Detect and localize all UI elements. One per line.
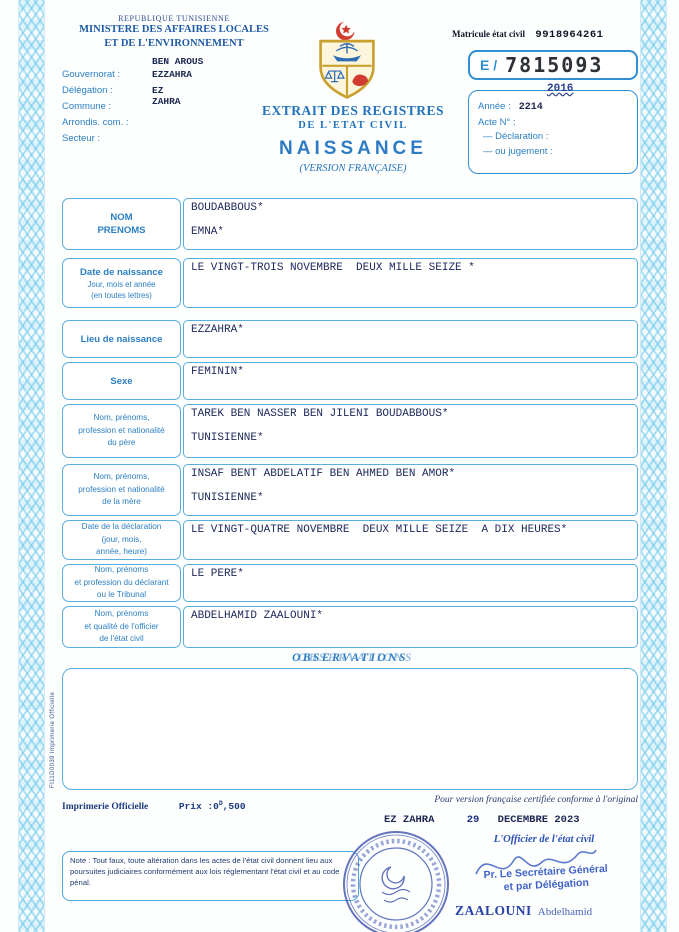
delegation-value: EZ ZAHRA bbox=[152, 85, 181, 107]
printer-name: Imprimerie Officielle bbox=[62, 802, 149, 813]
officier-value bbox=[183, 606, 638, 648]
republic-title: REPUBLIQUE TUNISIENNE bbox=[118, 14, 230, 23]
signer-surname: ZAALOUNI bbox=[455, 903, 532, 918]
value-line: LE PERE* bbox=[191, 568, 244, 580]
secretary-stamp-line1: Pr. Le Secrétaire Général bbox=[483, 862, 609, 882]
annee-label: Année : bbox=[478, 101, 511, 112]
date-day: 29 bbox=[466, 814, 480, 826]
secteur-label: Secteur : bbox=[62, 133, 101, 144]
nom-prenoms-label bbox=[62, 198, 181, 250]
value-line: FEMININ* bbox=[191, 366, 244, 378]
matricule-value: 9918964261 bbox=[535, 29, 604, 41]
lieu-naissance-value bbox=[183, 320, 638, 358]
value-line: LE VINGT-QUATRE NOVEMBRE DEUX MILLE SEIZE A DIX HEURES* bbox=[191, 524, 568, 536]
declaration-label: — Déclaration : bbox=[483, 131, 549, 142]
commune-row bbox=[62, 101, 129, 117]
label-line: du père bbox=[107, 438, 136, 448]
officer-title: L'Officier de l'état civil bbox=[493, 834, 595, 845]
observations-box bbox=[62, 668, 638, 790]
gouvernorat-label: Gouvernorat : bbox=[62, 69, 121, 80]
value-line: BOUDABBOUS* bbox=[191, 202, 264, 214]
value-line: TUNISIENNE* bbox=[191, 492, 264, 504]
label-line: (en toutes lettres) bbox=[91, 290, 152, 300]
value-line: EMNA* bbox=[191, 226, 225, 238]
decorative-border-left bbox=[18, 0, 45, 932]
label-line: Sexe bbox=[110, 375, 133, 387]
label-line: NOM bbox=[110, 212, 133, 223]
nom-prenoms-value bbox=[183, 198, 638, 250]
label-line: Jour, mois et année bbox=[87, 279, 156, 289]
certification-line: Pour version française certifiée conforme à l'original bbox=[434, 795, 638, 805]
jugement-label: — ou jugement : bbox=[483, 145, 553, 157]
form-row-lieu-naissance bbox=[62, 320, 638, 358]
serial-number: 7815093 bbox=[505, 53, 604, 77]
label-line: Date de naissance bbox=[80, 266, 163, 278]
secretary-stamp-line2: et par Délégation bbox=[503, 876, 590, 894]
printer-reference-code: FI11D0039 Imprimerie Officielle bbox=[50, 691, 56, 788]
label-line: Lieu de naissance bbox=[80, 333, 163, 345]
price-currency: D bbox=[218, 800, 223, 807]
value-line: LE VINGT-TROIS NOVEMBRE DEUX MILLE SEIZE * bbox=[191, 262, 475, 274]
declarant-value bbox=[183, 564, 638, 602]
secteur-row bbox=[62, 133, 129, 149]
value-line: ABDELHAMID ZAALOUNI* bbox=[191, 610, 324, 622]
date-naissance-label bbox=[62, 258, 181, 308]
mere-label bbox=[62, 464, 181, 516]
city: EZ ZAHRA bbox=[384, 814, 435, 826]
value-line: TUNISIENNE* bbox=[191, 432, 264, 444]
declarant-label bbox=[62, 564, 181, 602]
header-left bbox=[58, 14, 290, 50]
label-line: profession et nationalité bbox=[78, 484, 165, 494]
label-line: de la mère bbox=[102, 497, 141, 507]
date-declaration-label bbox=[62, 520, 181, 560]
legal-note-box: Note : Tout faux, toute altération dans les actes de l'état civil donnent lieu aux poursuites judiciaires conformément aux lois réglementant l'état civil et au code pénal. bbox=[62, 851, 359, 901]
observations-title: OBSERVATIONS bbox=[292, 652, 408, 664]
annee-line bbox=[478, 100, 628, 116]
tunisia-coat-of-arms-icon bbox=[310, 20, 384, 106]
title-extrait: EXTRAIT DES REGISTRES bbox=[261, 103, 445, 118]
label-line: Nom, prénoms bbox=[94, 565, 149, 575]
region-value: BEN AROUS bbox=[152, 56, 204, 67]
price-suffix: ,500 bbox=[222, 801, 246, 813]
form-row-declarant bbox=[62, 564, 638, 602]
price-prefix: Prix :0 bbox=[178, 801, 219, 813]
admin-fields bbox=[62, 69, 192, 149]
label-line: (jour, mois, bbox=[101, 534, 142, 544]
declaration-line bbox=[478, 130, 628, 145]
date-naissance-value bbox=[183, 258, 638, 308]
form-row-mere bbox=[62, 464, 638, 516]
form-row-sexe bbox=[62, 362, 638, 400]
value-line: INSAF BENT ABDELATIF BEN AHMED BEN AMOR* bbox=[191, 468, 456, 480]
serial-prefix: E / bbox=[480, 57, 498, 73]
pere-label bbox=[62, 404, 181, 458]
sexe-label bbox=[62, 362, 181, 400]
signer-firstname: Abdelhamid bbox=[537, 906, 593, 918]
date-declaration-value bbox=[183, 520, 638, 560]
commune-label: Commune : bbox=[62, 101, 112, 112]
title-version: (VERSION FRANÇAISE) bbox=[299, 163, 407, 174]
label-line: PRENOMS bbox=[97, 225, 146, 236]
serial-number-box bbox=[468, 50, 638, 80]
form-row-date-naissance bbox=[62, 258, 638, 308]
date-month-year: DECEMBRE 2023 bbox=[497, 814, 580, 826]
document-titles bbox=[228, 103, 478, 174]
acte-info-box bbox=[468, 83, 638, 174]
label-line: Nom, prénoms, bbox=[93, 472, 150, 482]
title-naissance: NAISSANCE bbox=[279, 138, 427, 159]
label-line: et qualité de l'officier bbox=[84, 621, 159, 631]
label-line: de l'état civil bbox=[99, 634, 144, 644]
stamped-year: 2016 bbox=[547, 83, 574, 95]
form-row-pere bbox=[62, 404, 638, 458]
lieu-naissance-label bbox=[62, 320, 181, 358]
annee-value: 2214 bbox=[518, 102, 543, 113]
form-row-officier bbox=[62, 606, 638, 648]
signer-name-line bbox=[455, 902, 592, 920]
jugement-line bbox=[478, 145, 628, 160]
label-line: Nom, prénoms, bbox=[93, 413, 150, 423]
decorative-border-right bbox=[640, 0, 667, 932]
matricule-label: Matricule état civil bbox=[452, 29, 525, 39]
label-line: ou le Tribunal bbox=[96, 590, 147, 600]
printer-line bbox=[62, 800, 246, 812]
label-line: et profession du déclarant bbox=[74, 577, 169, 587]
delegation-label: Délégation : bbox=[62, 85, 113, 96]
ministry-name-line2: ET DE L'ENVIRONNEMENT bbox=[104, 37, 244, 49]
label-line: Nom, prénoms bbox=[94, 609, 149, 619]
value-line: TAREK BEN NASSER BEN JILENI BOUDABBOUS* bbox=[191, 408, 449, 420]
form-row-nom-prenoms bbox=[62, 198, 638, 250]
city-date-line bbox=[384, 814, 580, 826]
pere-value bbox=[183, 404, 638, 458]
sexe-value bbox=[183, 362, 638, 400]
gouvernorat-row bbox=[62, 69, 192, 85]
ministry-name-line1: MINISTERE DES AFFAIRES LOCALES bbox=[79, 24, 269, 35]
label-line: Date de la déclaration bbox=[81, 522, 162, 532]
title-etat-civil: DE L'ETAT CIVIL bbox=[298, 120, 408, 131]
arrondissement-row bbox=[62, 117, 129, 133]
official-round-stamp-icon bbox=[338, 826, 454, 932]
price bbox=[179, 801, 246, 812]
acte-number-label: Acte N° : bbox=[478, 116, 516, 128]
certificate-form bbox=[62, 198, 638, 648]
gouvernorat-value: EZZAHRA bbox=[152, 69, 192, 80]
matricule-line bbox=[452, 24, 644, 42]
value-line: EZZAHRA* bbox=[191, 324, 244, 336]
officier-label bbox=[62, 606, 181, 648]
arrondissement-label: Arrondis. com. : bbox=[62, 117, 129, 128]
label-line: profession et nationalité bbox=[78, 425, 165, 435]
form-row-date-declaration bbox=[62, 520, 638, 560]
label-line: année, heure) bbox=[96, 547, 147, 557]
mere-value bbox=[183, 464, 638, 516]
acte-number-line bbox=[478, 116, 628, 131]
